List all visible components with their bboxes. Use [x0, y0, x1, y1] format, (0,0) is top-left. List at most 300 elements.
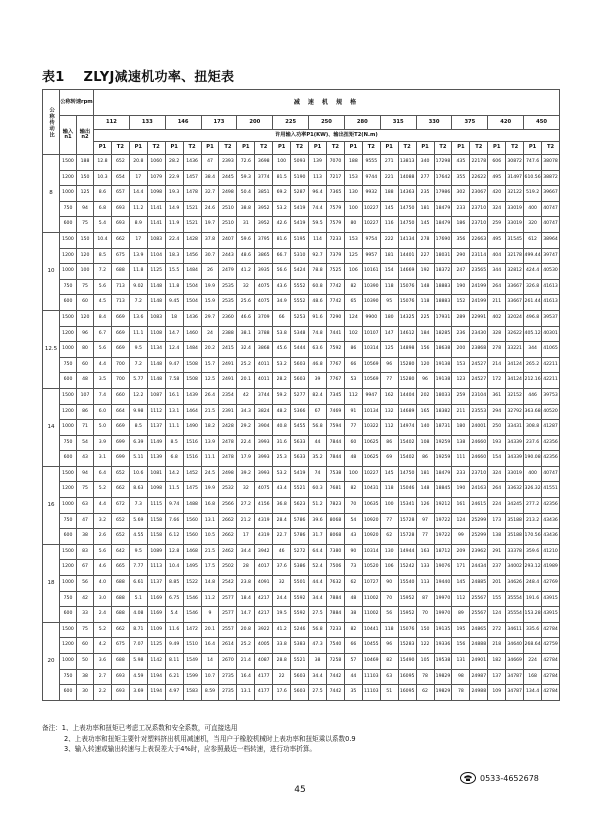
table-cell: 38.1: [237, 326, 255, 342]
table-cell: 277.2: [524, 498, 542, 514]
table-cell: 665: [111, 560, 129, 576]
size-label: 420: [488, 116, 524, 130]
table-cell: 15728: [398, 529, 416, 545]
table-cell: 43915: [542, 591, 560, 607]
table-cell: 16.4: [237, 669, 255, 685]
table-cell: 4.5: [94, 295, 112, 311]
table-cell: 13.1: [201, 513, 219, 529]
table-cell: 50: [77, 654, 94, 670]
table-cell: 1112: [147, 404, 165, 420]
table-cell: 10227: [362, 201, 380, 217]
table-cell: 60.3: [309, 482, 327, 498]
table-row: [43, 607, 560, 623]
table-cell: 1500: [60, 155, 77, 171]
table-cell: 51.2: [309, 498, 327, 514]
table-cell: 400: [524, 466, 542, 482]
table-cell: 18: [165, 310, 183, 326]
table-cell: 1504: [183, 279, 201, 295]
table-cell: 59.3: [237, 170, 255, 186]
table-cell: 1468: [183, 544, 201, 560]
table-cell: 33019: [506, 217, 524, 233]
table-cell: 328: [488, 326, 506, 342]
table-cell: 2577: [219, 591, 237, 607]
ratio-cell: 20: [43, 622, 60, 700]
table-cell: 48.6: [237, 248, 255, 264]
table-cell: 9754: [362, 232, 380, 248]
table-cell: 750: [60, 357, 77, 373]
table-cell: 6.0: [94, 404, 112, 420]
table-cell: 25299: [470, 513, 488, 529]
table-cell: 652: [111, 513, 129, 529]
table-cell: 41287: [542, 420, 560, 436]
table-cell: 67: [77, 560, 94, 576]
table-cell: 5366: [291, 404, 309, 420]
table-cell: 495: [488, 170, 506, 186]
note-line: 3、输入转速或输出转速与上表误差大于4%时，应参照最近一档转速，进行功率折算。: [64, 745, 317, 753]
table-cell: 18638: [434, 342, 452, 358]
size-label: 146: [165, 116, 201, 130]
table-cell: 5419: [291, 201, 309, 217]
table-cell: 11.9: [165, 217, 183, 233]
table-cell: 291: [488, 544, 506, 560]
table-cell: 41.2: [237, 264, 255, 280]
table-cell: 1137: [147, 576, 165, 592]
table-cell: 2662: [219, 513, 237, 529]
table-cell: 42784: [542, 654, 560, 670]
table-cell: 7290: [326, 310, 344, 326]
table-cell: 4.08: [129, 607, 147, 623]
table-cell: 1200: [60, 404, 77, 420]
table-cell: 112: [452, 591, 470, 607]
table-cell: 33378: [506, 544, 524, 560]
table-cell: 19336: [434, 638, 452, 654]
table-cell: 153.28: [524, 607, 542, 623]
table-cell: 180: [452, 420, 470, 436]
table-cell: 405.12: [524, 326, 542, 342]
table-cell: 8.59: [201, 685, 219, 701]
table-cell: 32122: [506, 186, 524, 202]
table-cell: 148: [416, 482, 434, 498]
table-cell: 662: [111, 482, 129, 498]
table-cell: 1490: [183, 420, 201, 436]
header-row: [43, 130, 560, 142]
table-cell: 2510: [219, 217, 237, 233]
table-cell: 23104: [470, 388, 488, 404]
table-cell: 212.16: [524, 373, 542, 389]
table-row: [43, 357, 560, 373]
p1-header: P1: [452, 142, 470, 155]
table-cell: 23430: [470, 326, 488, 342]
table-cell: 3935: [255, 264, 273, 280]
table-cell: 6.8: [94, 201, 112, 217]
table-cell: 1139: [147, 451, 165, 467]
table-cell: 39667: [542, 186, 560, 202]
table-cell: 1464: [183, 404, 201, 420]
table-cell: 750: [60, 435, 77, 451]
table-cell: 33019: [506, 466, 524, 482]
table-cell: 56.8: [309, 622, 327, 638]
table-cell: 96: [416, 373, 434, 389]
table-cell: 19722: [434, 513, 452, 529]
table-cell: 2445: [219, 170, 237, 186]
table-cell: 15540: [398, 576, 416, 592]
table-cell: 1148: [147, 357, 165, 373]
table-cell: 10390: [362, 279, 380, 295]
table-cell: 14.7: [237, 607, 255, 623]
table-cell: 24987: [470, 669, 488, 685]
table-cell: 2393: [219, 155, 237, 171]
table-cell: 134.4: [524, 685, 542, 701]
table-row: [43, 638, 560, 654]
table-cell: 75: [77, 217, 94, 233]
table-cell: 6.4: [94, 466, 112, 482]
table-number: 表1: [42, 70, 65, 85]
table-cell: 7632: [326, 576, 344, 592]
table-cell: 1510: [183, 638, 201, 654]
p1-header: P1: [309, 142, 327, 155]
table-cell: 180: [380, 310, 398, 326]
table-cell: 82.4: [309, 388, 327, 404]
table-cell: 19829: [434, 685, 452, 701]
table-cell: 1488: [183, 498, 201, 514]
table-cell: 675: [111, 638, 129, 654]
table-cell: 18372: [434, 264, 452, 280]
table-cell: 15283: [398, 638, 416, 654]
table-cell: 15076: [398, 279, 416, 295]
table-row: [43, 498, 560, 514]
p1-header: P1: [201, 142, 219, 155]
table-cell: 2535: [219, 295, 237, 311]
table-cell: 356: [452, 232, 470, 248]
table-cell: 153: [452, 357, 470, 373]
table-cell: 17.5: [201, 560, 219, 576]
table-cell: 1522: [183, 576, 201, 592]
table-cell: 39.6: [309, 513, 327, 529]
table-cell: 27.2: [237, 498, 255, 514]
table-cell: 6.39: [129, 435, 147, 451]
table-cell: 31.6: [273, 435, 291, 451]
table-cell: 41613: [542, 279, 560, 295]
table-cell: 36.8: [273, 498, 291, 514]
table-cell: 8.5: [165, 435, 183, 451]
table-cell: 53.2: [273, 357, 291, 373]
table-cell: 19212: [434, 498, 452, 514]
table-cell: 22.9: [165, 170, 183, 186]
table-cell: 26: [201, 264, 219, 280]
table-row: [43, 264, 560, 280]
table-cell: 48.2: [273, 404, 291, 420]
table-cell: 108: [416, 435, 434, 451]
table-cell: 70: [380, 591, 398, 607]
size-label: 225: [273, 116, 309, 130]
table-cell: 6.7: [94, 326, 112, 342]
table-cell: 32: [273, 576, 291, 592]
table-cell: 2577: [219, 607, 237, 623]
table-cell: 96: [380, 357, 398, 373]
table-cell: 14088: [398, 170, 416, 186]
table-cell: 7.2: [94, 264, 112, 280]
table-cell: 355: [452, 170, 470, 186]
table-cell: 124: [344, 310, 362, 326]
table-cell: 57: [344, 654, 362, 670]
table-cell: 42: [77, 591, 94, 607]
table-cell: 7442: [326, 685, 344, 701]
table-cell: 4156: [255, 498, 273, 514]
table-cell: 24199: [470, 279, 488, 295]
table-cell: 18883: [434, 295, 452, 311]
table-cell: 600: [60, 529, 77, 545]
table-cell: 24901: [470, 654, 488, 670]
table-cell: 63: [77, 498, 94, 514]
table-cell: 15280: [398, 357, 416, 373]
table-cell: 10161: [362, 264, 380, 280]
table-cell: 1560: [183, 513, 201, 529]
table-cell: 7538: [326, 466, 344, 482]
table-cell: 7767: [326, 373, 344, 389]
table-cell: 32024: [506, 310, 524, 326]
table-cell: 32792: [506, 404, 524, 420]
table-cell: 4.4: [94, 357, 112, 373]
table-cell: 3795: [255, 232, 273, 248]
table-cell: 32812: [506, 264, 524, 280]
table-cell: 28.8: [273, 654, 291, 670]
table-cell: 147: [380, 326, 398, 342]
table-cell: 13813: [398, 155, 416, 171]
series-header: 公称传动比: [43, 90, 60, 155]
table-cell: 11103: [362, 669, 380, 685]
table-cell: 74: [309, 466, 327, 482]
table-cell: 42356: [542, 498, 560, 514]
table-cell: 2428: [219, 420, 237, 436]
table-cell: 24660: [470, 435, 488, 451]
table-cell: 78: [416, 669, 434, 685]
table-cell: 15402: [398, 435, 416, 451]
table-cell: 30: [77, 685, 94, 701]
table-cell: 344: [488, 264, 506, 280]
table-cell: 40747: [542, 201, 560, 217]
table-cell: 74.4: [309, 201, 327, 217]
table-cell: 11.1: [165, 420, 183, 436]
table-cell: 1104: [147, 248, 165, 264]
table-cell: 1200: [60, 170, 77, 186]
table-cell: 7579: [326, 201, 344, 217]
table-cell: 324: [488, 466, 506, 482]
table-cell: 3993: [255, 435, 273, 451]
table-cell: 3922: [255, 622, 273, 638]
size-label: 112: [94, 116, 130, 130]
t2-header: T2: [470, 142, 488, 155]
table-row: [43, 404, 560, 420]
t2-header: T2: [291, 142, 309, 155]
table-cell: 688: [111, 607, 129, 623]
table-cell: 34002: [506, 560, 524, 576]
table-cell: 23067: [470, 186, 488, 202]
table-cell: 5.1: [129, 591, 147, 607]
table-cell: 7506: [326, 560, 344, 576]
table-cell: 14750: [398, 201, 416, 217]
table-cell: 62: [344, 576, 362, 592]
size-label: 450: [524, 116, 560, 130]
table-cell: 5501: [291, 576, 309, 592]
table-cell: 14689: [398, 404, 416, 420]
table-cell: 14612: [398, 326, 416, 342]
table-cell: 132: [380, 404, 398, 420]
table-cell: 137: [488, 669, 506, 685]
table-cell: 42784: [542, 669, 560, 685]
table-cell: 130: [380, 544, 398, 560]
table-cell: 5424: [291, 264, 309, 280]
table-cell: 77: [416, 529, 434, 545]
table-cell: 10314: [362, 342, 380, 358]
t2-header: T2: [147, 142, 165, 155]
table-cell: 335.6: [524, 622, 542, 638]
table-cell: 27.5: [309, 685, 327, 701]
table-cell: 7844: [326, 451, 344, 467]
table-cell: 271: [380, 155, 398, 171]
table-cell: 1549: [183, 654, 201, 670]
table-cell: 74.8: [309, 326, 327, 342]
table-cell: 1484: [183, 342, 201, 358]
table-cell: 138: [452, 435, 470, 451]
table-cell: 92.7: [309, 248, 327, 264]
table-cell: 5310: [291, 248, 309, 264]
table-row: [43, 373, 560, 389]
table-cell: 42356: [542, 435, 560, 451]
table-cell: 9900: [362, 310, 380, 326]
table-cell: 20.8: [129, 155, 147, 171]
table-cell: 750: [60, 279, 77, 295]
table-cell: 17642: [434, 170, 452, 186]
table-cell: 10635: [362, 498, 380, 514]
ratio-cell: 12.5: [43, 310, 60, 388]
table-cell: 24001: [470, 420, 488, 436]
table-cell: 15.7: [201, 357, 219, 373]
table-cell: 45.6: [273, 342, 291, 358]
table-cell: 2.4: [94, 607, 112, 623]
table-cell: 1500: [60, 232, 77, 248]
table-cell: 9.47: [165, 357, 183, 373]
table-cell: 27.5: [309, 607, 327, 623]
table-cell: 340: [416, 155, 434, 171]
table-cell: 145: [380, 201, 398, 217]
table-cell: 171: [452, 560, 470, 576]
table-cell: 10569: [362, 373, 380, 389]
table-cell: 1109: [147, 622, 165, 638]
table-cell: 33632: [506, 482, 524, 498]
table-cell: 32: [237, 482, 255, 498]
table-cell: 8068: [326, 529, 344, 545]
table-cell: 75: [77, 279, 94, 295]
table-cell: 237.6: [524, 435, 542, 451]
table-cell: 16095: [398, 685, 416, 701]
table-cell: 1200: [60, 482, 77, 498]
table-cell: 600: [60, 373, 77, 389]
table-cell: 150: [416, 622, 434, 638]
table-cell: 22: [273, 669, 291, 685]
table-cell: 4217: [255, 591, 273, 607]
table-cell: 2502: [219, 560, 237, 576]
table-cell: 1098: [147, 482, 165, 498]
table-cell: 86: [77, 404, 94, 420]
table-cell: 324: [488, 201, 506, 217]
table-cell: 34669: [506, 654, 524, 670]
table-cell: 402: [488, 310, 506, 326]
table-cell: 7592: [326, 342, 344, 358]
table-cell: 248.4: [524, 576, 542, 592]
table-cell: 278: [416, 232, 434, 248]
table-cell: 42759: [542, 638, 560, 654]
table-cell: 66.7: [273, 248, 291, 264]
table-cell: 25567: [470, 591, 488, 607]
table-cell: 15490: [398, 654, 416, 670]
table-cell: 4.4: [94, 498, 112, 514]
table-cell: 1475: [183, 482, 201, 498]
table-cell: 672: [111, 498, 129, 514]
table-cell: 2478: [219, 451, 237, 467]
table-cell: 181: [380, 248, 398, 264]
table-cell: 1200: [60, 560, 77, 576]
table-cell: 5272: [291, 544, 309, 560]
header-row: [43, 116, 560, 130]
table-cell: 14898: [398, 342, 416, 358]
table-cell: 13.9: [201, 435, 219, 451]
table-cell: 4011: [255, 357, 273, 373]
table-cell: 28: [237, 560, 255, 576]
table-row: [43, 155, 560, 171]
table-cell: 2498: [219, 186, 237, 202]
table-cell: 139: [309, 155, 327, 171]
table-cell: 48: [344, 451, 362, 467]
table-cell: 96.4: [309, 186, 327, 202]
table-cell: 44.4: [309, 576, 327, 592]
table-cell: 11002: [362, 607, 380, 623]
table-cell: 63: [380, 669, 398, 685]
table-cell: 18.2: [201, 420, 219, 436]
table-cell: 202: [416, 388, 434, 404]
table-cell: 100: [77, 264, 94, 280]
table-cell: 29.7: [201, 310, 219, 326]
table-cell: 98: [452, 669, 470, 685]
table-cell: 5386: [291, 560, 309, 576]
table-cell: 669: [111, 310, 129, 326]
table-cell: 102: [344, 326, 362, 342]
table-cell: 140: [416, 420, 434, 436]
table-cell: 18033: [434, 388, 452, 404]
table-cell: 120: [416, 357, 434, 373]
table-cell: 213.2: [524, 513, 542, 529]
table-cell: 713: [111, 295, 129, 311]
table-cell: 19.9: [201, 279, 219, 295]
table-cell: 8.5: [129, 420, 147, 436]
table-cell: 94: [77, 201, 94, 217]
table-cell: 5195: [291, 232, 309, 248]
table-cell: 14.4: [129, 186, 147, 202]
table-cell: 404: [488, 248, 506, 264]
table-cell: 7579: [326, 217, 344, 233]
table-cell: 302: [452, 186, 470, 202]
table-cell: 16.1: [165, 388, 183, 404]
table-cell: 499.44: [524, 248, 542, 264]
table-cell: 13.6: [129, 310, 147, 326]
table-cell: 51: [380, 685, 398, 701]
table-cell: 326.8: [524, 279, 542, 295]
size-label: 330: [416, 116, 452, 130]
table-cell: 1000: [60, 342, 77, 358]
table-cell: 5190: [291, 170, 309, 186]
table-row: [43, 513, 560, 529]
table-cell: 18479: [434, 217, 452, 233]
table-cell: 10.3: [94, 170, 112, 186]
